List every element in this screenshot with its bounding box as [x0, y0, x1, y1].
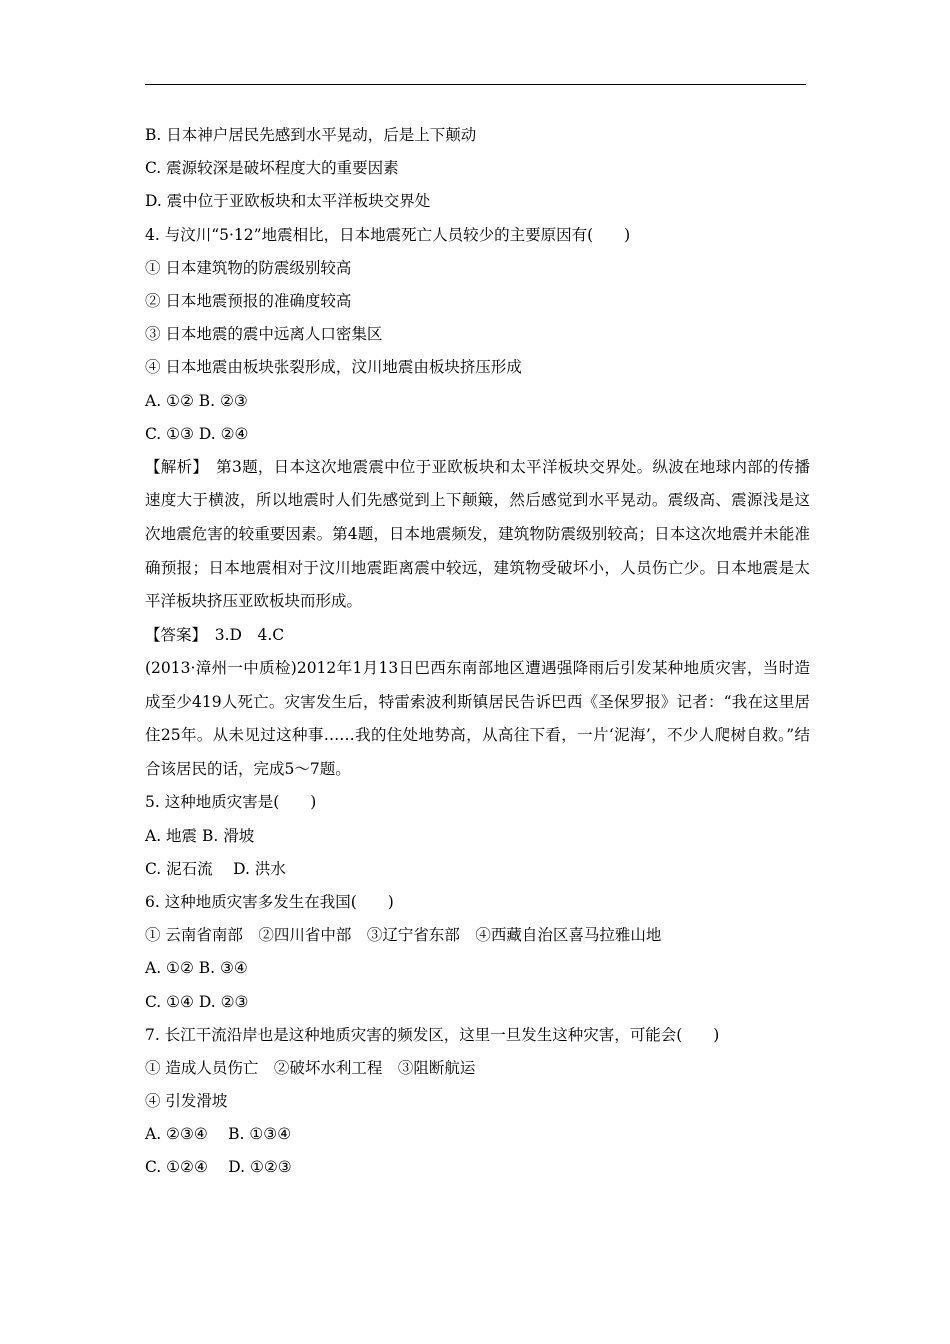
options-5ab: A. 地震 B. 滑坡 — [145, 826, 255, 845]
analysis-text: 第3题，日本这次地震震中位于亚欧板块和太平洋板块交界处。纵波在地球内部的传播速度大于横波，所以地震时人们先感觉到上下颠簸，然后感觉到水平晃动。震级高、震源浅是这次地震危害的较重要因素。第4题，日本地震频发，建筑物防震级别较高；日本这次地震并未能准确预报；日本地震相对于汶川地震距离震中较远，建筑物受破坏小，人员伤亡少。日本地震是太平洋板块挤压亚欧板块而形成。 — [145, 457, 810, 611]
statements-6: ① 云南省南部 ②四川省中部 ③辽宁省东部 ④西藏自治区喜马拉雅山地 — [145, 926, 662, 945]
options-5cd: C. 泥石流 D. 洪水 — [145, 859, 286, 878]
options-6cd: C. ①④ D. ②③ — [145, 992, 249, 1011]
statement-1: ① 日本建筑物的防震级别较高 — [145, 258, 352, 277]
options-4cd: C. ①③ D. ②④ — [145, 424, 249, 443]
option-3d: D. 震中位于亚欧板块和太平洋板块交界处 — [145, 192, 431, 211]
statements-7b: ④ 引发滑坡 — [145, 1092, 228, 1111]
options-4ab: A. ①② B. ②③ — [145, 391, 248, 410]
statement-2: ② 日本地震预报的准确度较高 — [145, 291, 352, 310]
statement-3: ③ 日本地震的震中远离人口密集区 — [145, 325, 383, 344]
statement-4: ④ 日本地震由板块张裂形成，汶川地震由板块挤压形成 — [145, 358, 522, 377]
options-7ab: A. ②③④ B. ①③④ — [145, 1125, 292, 1144]
analysis-paragraph — [145, 451, 810, 619]
options-6ab: A. ①② B. ③④ — [145, 959, 248, 978]
question-4: 4. 与汶川“5·12”地震相比，日本地震死亡人员较少的主要原因有( ) — [145, 225, 631, 244]
header-rule — [145, 84, 806, 85]
document-body — [145, 119, 810, 1185]
passage-paragraph: (2013·漳州一中质检)2012年1月13日巴西东南部地区遭遇强降雨后引发某种地质灾害，当时造成至少419人死亡。灾害发生后，特雷索波利斯镇居民告诉巴西《圣保罗报》记者：“我在这里居住25年。从未见过这种事……我的住处地势高，从高往下看，一片‘泥海’，不少人爬树自救。”结合该居民的话，完成5～7题。 — [145, 659, 810, 778]
answer-line — [145, 619, 810, 652]
question-7: 7. 长江干流沿岸也是这种地质灾害的频发区，这里一旦发生这种灾害，可能会( ) — [145, 1025, 720, 1044]
answer-text: 3.D 4.C — [199, 625, 285, 644]
option-3c: C. 震源较深是破坏程度大的重要因素 — [145, 159, 399, 178]
option-3b: B. 日本神户居民先感到水平晃动，后是上下颠动 — [145, 126, 477, 144]
question-6: 6. 这种地质灾害多发生在我国( ) — [145, 892, 394, 911]
analysis-tag: 【解析】 — [145, 457, 201, 476]
question-5: 5. 这种地质灾害是( ) — [145, 793, 317, 812]
answer-tag: 【答案】 — [145, 625, 200, 644]
statements-7a: ① 造成人员伤亡 ②破坏水利工程 ③阻断航运 — [145, 1058, 476, 1077]
options-7cd: C. ①②④ D. ①②③ — [145, 1158, 292, 1177]
